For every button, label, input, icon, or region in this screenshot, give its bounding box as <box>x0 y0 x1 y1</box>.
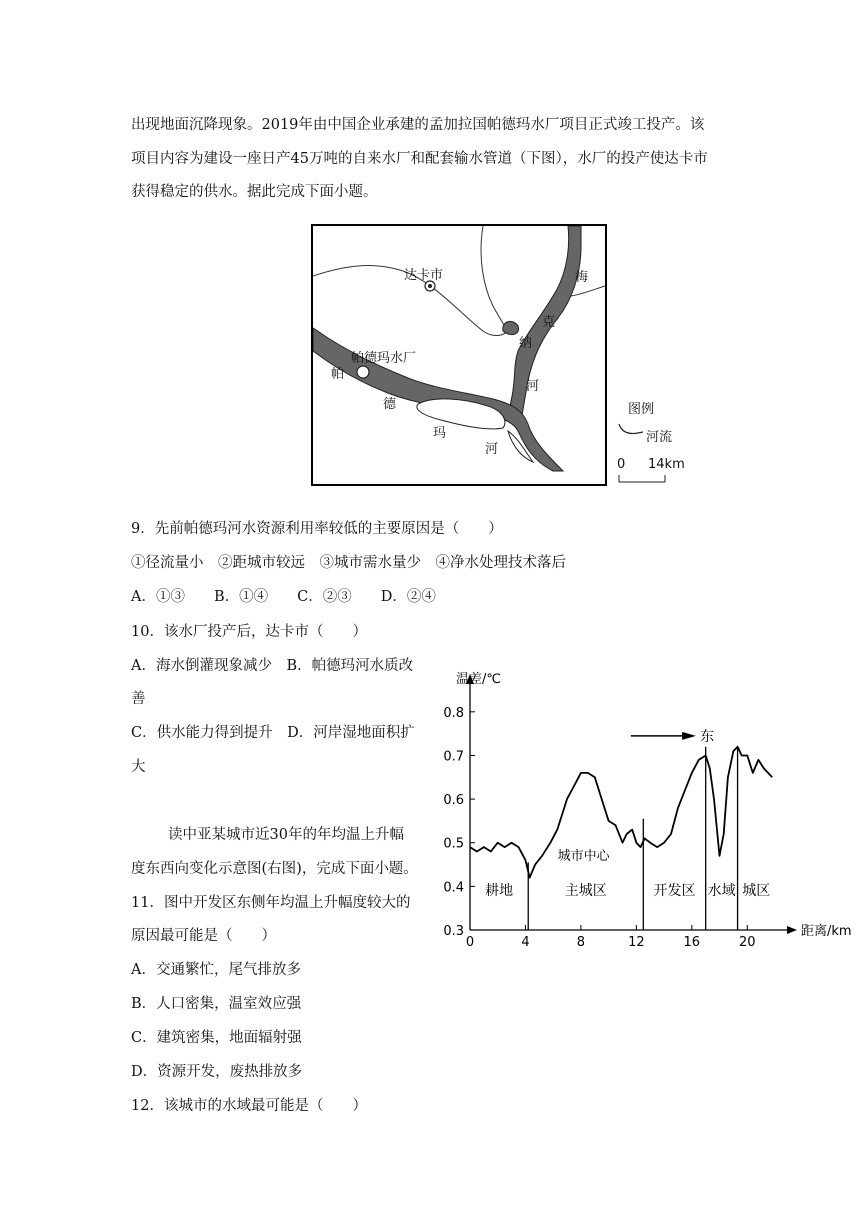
series-line <box>470 747 772 878</box>
x-tick-label: 0 <box>465 935 475 950</box>
scale-zero: 0 <box>617 457 626 472</box>
q11-stem-2: 原因最可能是（ ） <box>131 928 276 944</box>
x-tick-label: 8 <box>576 935 586 950</box>
q9-stem: 9．先前帕德玛河水资源利用率较低的主要原因是（ ） <box>131 521 503 537</box>
x-axis-arrow <box>787 926 797 934</box>
y-tick-label: 0.4 <box>443 880 464 896</box>
y-tick-label: 0.5 <box>443 836 464 852</box>
y-tick-label: 0.8 <box>443 705 464 721</box>
label-meghna-2: 克 <box>542 315 556 330</box>
scale-km: 14km <box>648 457 685 472</box>
q9-items: ①径流量小 ②距城市较远 ③城市需水量少 ④净水处理技术落后 <box>131 555 566 571</box>
q10-ab-1: A．海水倒灌现象减少 B．帕德玛河水质改 <box>131 658 414 674</box>
q10-ab-2: 善 <box>131 691 146 707</box>
zone-label: 主城区 <box>564 883 607 900</box>
east-label: 东 <box>700 728 715 745</box>
label-dhaka: 达卡市 <box>404 268 444 283</box>
label-padma-2: 德 <box>383 397 397 412</box>
x-tick-label: 20 <box>738 935 756 950</box>
q11-option-b: B．人口密集，温室效应强 <box>131 996 302 1012</box>
q11-stem-1: 11．图中开发区东侧年均温上升幅度较大的 <box>131 895 411 911</box>
y-axis-label: 温差/℃ <box>456 672 501 687</box>
legend-river-icon <box>617 422 647 440</box>
intro2-line-1: 读中亚某城市近30年的年均温上升幅 <box>168 827 404 843</box>
x-tick-label: 12 <box>628 935 645 950</box>
label-meghna-4: 河 <box>526 379 540 394</box>
scale-bar <box>617 474 669 484</box>
q10-stem: 10．该水厂投产后，达卡市（ ） <box>131 624 367 640</box>
label-meghna-3: 纳 <box>519 336 533 351</box>
y-tick-label: 0.7 <box>443 749 464 765</box>
intro-line-2: 项目内容为建设一座日产45万吨的自来水厂和配套输水管道（下图），水厂的投产使达卡市 <box>131 151 708 167</box>
y-tick-label: 0.6 <box>443 793 464 809</box>
padma-water-plant-map <box>311 224 607 486</box>
q11-option-a: A．交通繁忙，尾气排放多 <box>131 962 301 978</box>
zone-label: 水域 <box>707 883 736 900</box>
zone-label: 开发区 <box>653 883 696 900</box>
q11-option-d: D．资源开发，废热排放多 <box>131 1064 303 1080</box>
east-arrow-head <box>682 732 696 740</box>
center-label: 城市中心 <box>557 849 610 865</box>
legend-title: 图例 <box>628 402 655 417</box>
q10-cd-1: C．供水能力得到提升 D．河岸湿地面积扩 <box>131 725 415 741</box>
intro2-line-2: 度东西向变化示意图(右图)，完成下面小题。 <box>131 861 418 877</box>
temperature-rise-chart <box>435 665 855 950</box>
label-padma-1: 帕 <box>331 367 345 382</box>
q11-option-c: C．建筑密集，地面辐射强 <box>131 1030 302 1046</box>
label-meghna-1: 梅 <box>575 270 589 285</box>
intro-line-1: 出现地面沉降现象。2019年由中国企业承建的孟加拉国帕德玛水厂项目正式竣工投产。该 <box>131 117 705 133</box>
plant-marker <box>357 366 369 378</box>
q9-options: A．①③ B．①④ C．②③ D．②④ <box>131 589 436 605</box>
label-plant: 帕德玛水厂 <box>351 351 417 366</box>
x-tick-label: 16 <box>683 935 701 950</box>
q12-stem: 12．该城市的水域最可能是（ ） <box>131 1098 367 1114</box>
chart-svg <box>435 665 855 950</box>
x-axis-label: 距离/km <box>801 924 852 939</box>
label-padma-3: 玛 <box>433 426 447 441</box>
q10-cd-2: 大 <box>131 759 146 775</box>
y-tick-label: 0.3 <box>443 924 464 939</box>
zone-label: 耕地 <box>485 883 514 900</box>
intro-line-3: 获得稳定的供水。据此完成下面小题。 <box>131 184 378 200</box>
legend-river-label: 河流 <box>646 430 673 445</box>
label-padma-4: 河 <box>485 442 499 457</box>
zone-label: 城区 <box>742 883 771 900</box>
x-tick-label: 4 <box>521 935 530 950</box>
